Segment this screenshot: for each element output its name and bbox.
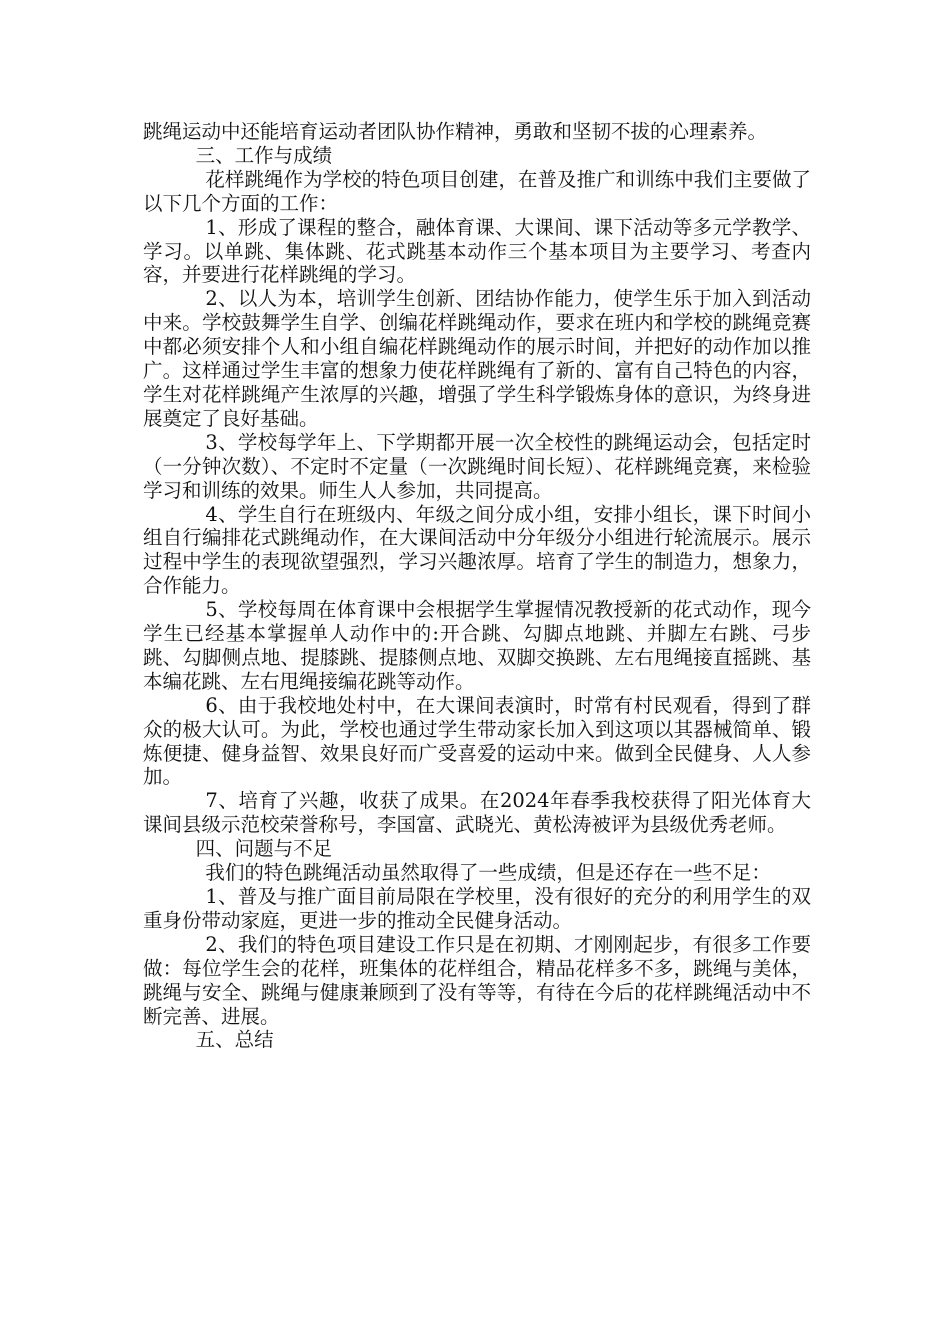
paragraph-intro-problems: 我们的特色跳绳活动虽然取得了一些成绩，但是还存在一些不足：: [205, 861, 771, 885]
paragraph-item-1: 1、形成了课程的整合，融体育课、大课间、课下活动等多元学教学、学习。以单跳、集体跳、花式跳基本动作三个基本项目为主要学习、考查内容，并要进行花样跳绳的学习。: [143, 215, 811, 287]
paragraph-item-2: 2、以人为本，培训学生创新、团结协作能力，使学生乐于加入到活动中来。学校鼓舞学生自学、创编花样跳绳动作，要求在班内和学校的跳绳竞赛中都必须安排个人和小组自编花样跳绳动作的展示时间，并把好的动作加以推广。这样通过学生丰富的想象力使花样跳绳有了新的、富有自己特色的内容，学生对花样跳绳产生浓厚的兴趣，增强了学生科学锻炼身体的意识，为终身进展奠定了良好基础。: [143, 287, 811, 430]
paragraph-problem-2: 2、我们的特色项目建设工作只是在初期、才刚刚起步，有很多工作要做：每位学生会的花样，班集体的花样组合，精品花样多不多，跳绳与美体，跳绳与安全、跳绳与健康兼顾到了没有等等，有待在今后的花样跳绳活动中不断完善、进展。: [143, 932, 811, 1028]
paragraph-item-6: 6、由于我校地处村中，在大课间表演时，时常有村民观看，得到了群众的极大认可。为此，学校也通过学生带动家长加入到这项以其器械简单、锻炼便捷、健身益智、效果良好而广受喜爱的运动中来。做到全民健身、人人参加。: [143, 693, 811, 789]
document-page: [143, 120, 811, 1052]
paragraph-item-7: 7、培育了兴趣，收获了成果。在2024年春季我校获得了阳光体育大课间县级示范校荣誉称号，李国富、武晓光、黄松涛被评为县级优秀老师。: [143, 789, 811, 837]
section-heading-problems: 四、问题与不足: [195, 837, 333, 861]
paragraph-problem-1: 1、普及与推广面目前局限在学校里，没有很好的充分的利用学生的双重身份带动家庭，更进一步的推动全民健身活动。: [143, 885, 811, 932]
paragraph-continuation: 跳绳运动中还能培育运动者团队协作精神，勇敢和坚韧不拔的心理素养。: [143, 120, 768, 143]
paragraph-intro-work: 花样跳绳作为学校的特色项目创建，在普及推广和训练中我们主要做了以下几个方面的工作：: [143, 167, 811, 215]
paragraph-item-4: 4、学生自行在班级内、年级之间分成小组，安排小组长，课下时间小组自行编排花式跳绳动作，在大课间活动中分年级分小组进行轮流展示。展示过程中学生的表现欲望强烈，学习兴趣浓厚。培育了学生的制造力，想象力，合作能力。: [143, 502, 811, 598]
section-heading-work-results: 三、工作与成绩: [195, 143, 333, 167]
section-heading-summary: 五、总结: [195, 1028, 274, 1052]
paragraph-item-5: 5、学校每周在体育课中会根据学生掌握情况教授新的花式动作，现今学生已经基本掌握单人动作中的:开合跳、勾脚点地跳、并脚左右跳、弓步跳、勾脚侧点地、提膝跳、提膝侧点地、双脚交换跳、左右甩绳接直摇跳、基本编花跳、左右甩绳接编花跳等动作。: [143, 598, 811, 693]
paragraph-item-3: 3、学校每学年上、下学期都开展一次全校性的跳绳运动会，包括定时（一分钟次数）、不定时不定量（一次跳绳时间长短）、花样跳绳竞赛，来检验学习和训练的效果。师生人人参加，共同提高。: [143, 430, 811, 502]
